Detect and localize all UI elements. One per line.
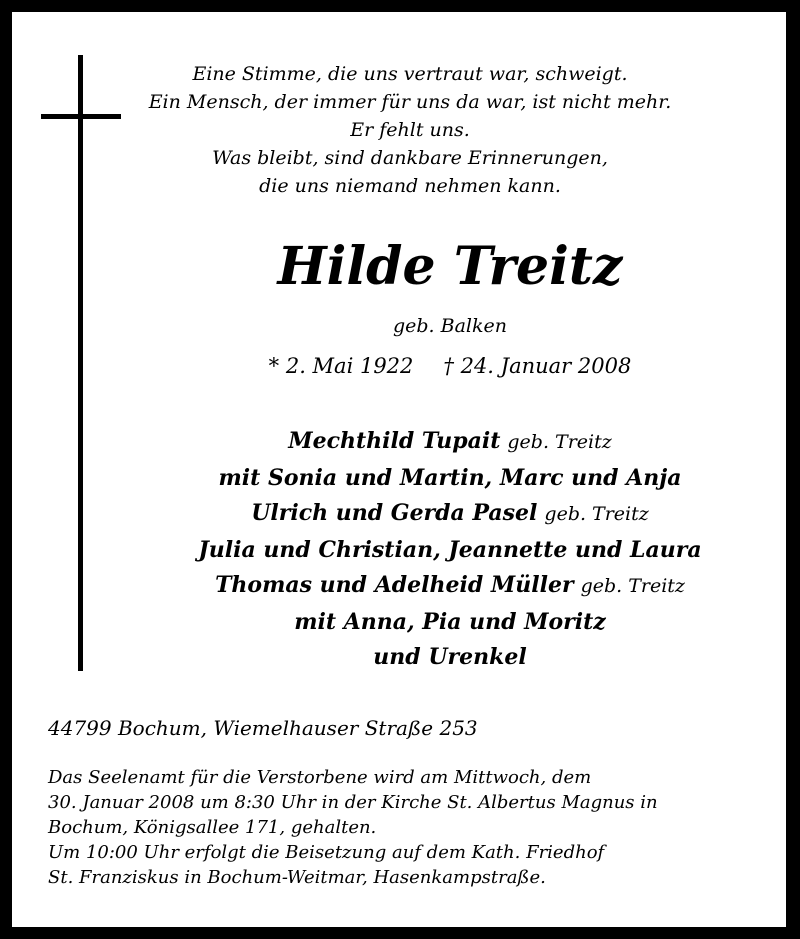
- service-line: St. Franziskus in Bochum-Weitmar, Hasenkampstraße.: [48, 867, 546, 888]
- mourner-line: [140, 533, 760, 569]
- service-line: Um 10:00 Uhr erfolgt die Beisetzung auf dem Kath. Friedhof: [48, 842, 605, 863]
- service-line: Bochum, Königsallee 171, gehalten.: [48, 817, 377, 838]
- mourners-list: [140, 424, 760, 676]
- mourner-line: [140, 424, 760, 461]
- deceased-name: Hilde Treitz: [277, 236, 623, 297]
- mourner-line: [140, 461, 760, 497]
- mourner-names: mit Sonia und Martin, Marc und Anja: [218, 464, 682, 491]
- mourner-names: Mechthild Tupait: [288, 428, 501, 454]
- birth-date: * 2. Mai 1922: [268, 354, 414, 378]
- service-line: 30. Januar 2008 um 8:30 Uhr in der Kirche St. Albertus Magnus in: [48, 792, 658, 813]
- mourner-names: Thomas und Adelheid Müller: [215, 572, 574, 598]
- mourner-note: geb. Treitz: [507, 431, 612, 453]
- mourner-names: mit Anna, Pia und Moritz: [294, 608, 606, 635]
- maiden-name: geb. Balken: [392, 315, 507, 337]
- service-info: [48, 765, 748, 890]
- mourner-names: und Urenkel: [373, 644, 527, 670]
- mourner-line: [140, 496, 760, 533]
- service-line: Das Seelenamt für die Verstorbene wird am Mittwoch, dem: [48, 767, 592, 788]
- mourner-line: [140, 640, 760, 676]
- mourner-note: geb. Treitz: [580, 575, 685, 597]
- mourner-names: Julia und Christian, Jeannette und Laura: [198, 536, 702, 563]
- cross-icon-crossbar: [41, 114, 121, 119]
- poem-line: Eine Stimme, die uns vertraut war, schweigt.: [192, 63, 628, 85]
- poem-line: die uns niemand nehmen kann.: [259, 175, 561, 197]
- poem: [140, 60, 680, 200]
- mourner-line: [140, 605, 760, 641]
- cross-icon: [78, 55, 83, 671]
- mourner-names: Ulrich und Gerda Pasel: [251, 500, 538, 526]
- poem-line: Was bleibt, sind dankbare Erinnerungen,: [212, 147, 608, 169]
- mourner-note: geb. Treitz: [544, 503, 649, 525]
- death-date: † 24. Januar 2008: [443, 354, 632, 378]
- poem-line: Er fehlt uns.: [350, 119, 470, 141]
- family-address: 44799 Bochum, Wiemelhauser Straße 253: [48, 716, 478, 740]
- mourner-line: [140, 568, 760, 605]
- poem-line: Ein Mensch, der immer für uns da war, ist nicht mehr.: [148, 91, 672, 113]
- life-dates: [200, 350, 700, 382]
